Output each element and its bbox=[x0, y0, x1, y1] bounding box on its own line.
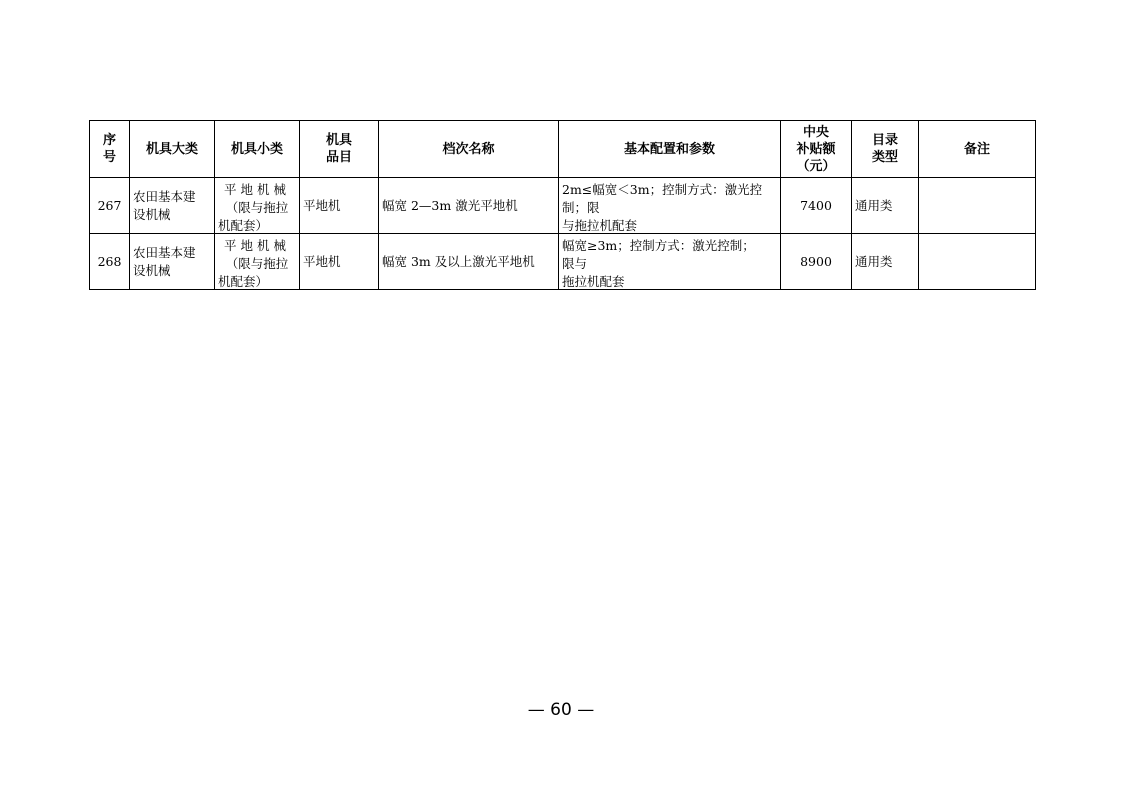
cell-category: 农田基本建 设机械 bbox=[130, 178, 215, 234]
table-row bbox=[90, 178, 1036, 234]
cell-subcategory: 平地机械 （限与拖拉 机配套） bbox=[215, 178, 300, 234]
header-seq: 序 号 bbox=[90, 121, 130, 178]
cell-catalog-type: 通用类 bbox=[852, 234, 919, 290]
cell-subsidy: 8900 bbox=[781, 234, 852, 290]
header-subsidy: 中央 补贴额 （元） bbox=[781, 121, 852, 178]
header-category: 机具大类 bbox=[130, 121, 215, 178]
header-remarks: 备注 bbox=[919, 121, 1036, 178]
subsidy-catalog-table bbox=[89, 120, 1036, 290]
cell-config: 幅宽≥3m；控制方式：激光控制； 限与 拖拉机配套 bbox=[559, 234, 781, 290]
cell-remarks bbox=[919, 178, 1036, 234]
cell-config: 2m≤幅宽＜3m；控制方式：激光控 制；限 与拖拉机配套 bbox=[559, 178, 781, 234]
cell-catalog-type: 通用类 bbox=[852, 178, 919, 234]
cell-grade-name: 幅宽 2—3m 激光平地机 bbox=[379, 178, 559, 234]
cell-seq: 268 bbox=[90, 234, 130, 290]
cell-item: 平地机 bbox=[300, 178, 379, 234]
header-config: 基本配置和参数 bbox=[559, 121, 781, 178]
table-row bbox=[90, 234, 1036, 290]
cell-item: 平地机 bbox=[300, 234, 379, 290]
cell-subsidy: 7400 bbox=[781, 178, 852, 234]
cell-grade-name: 幅宽 3m 及以上激光平地机 bbox=[379, 234, 559, 290]
header-row bbox=[90, 121, 1036, 178]
header-grade-name: 档次名称 bbox=[379, 121, 559, 178]
cell-seq: 267 bbox=[90, 178, 130, 234]
header-subcategory: 机具小类 bbox=[215, 121, 300, 178]
header-item: 机具 品目 bbox=[300, 121, 379, 178]
header-catalog-type: 目录 类型 bbox=[852, 121, 919, 178]
page-number: — 60 — bbox=[527, 700, 595, 720]
cell-subcategory: 平地机械 （限与拖拉 机配套） bbox=[215, 234, 300, 290]
cell-remarks bbox=[919, 234, 1036, 290]
cell-category: 农田基本建 设机械 bbox=[130, 234, 215, 290]
